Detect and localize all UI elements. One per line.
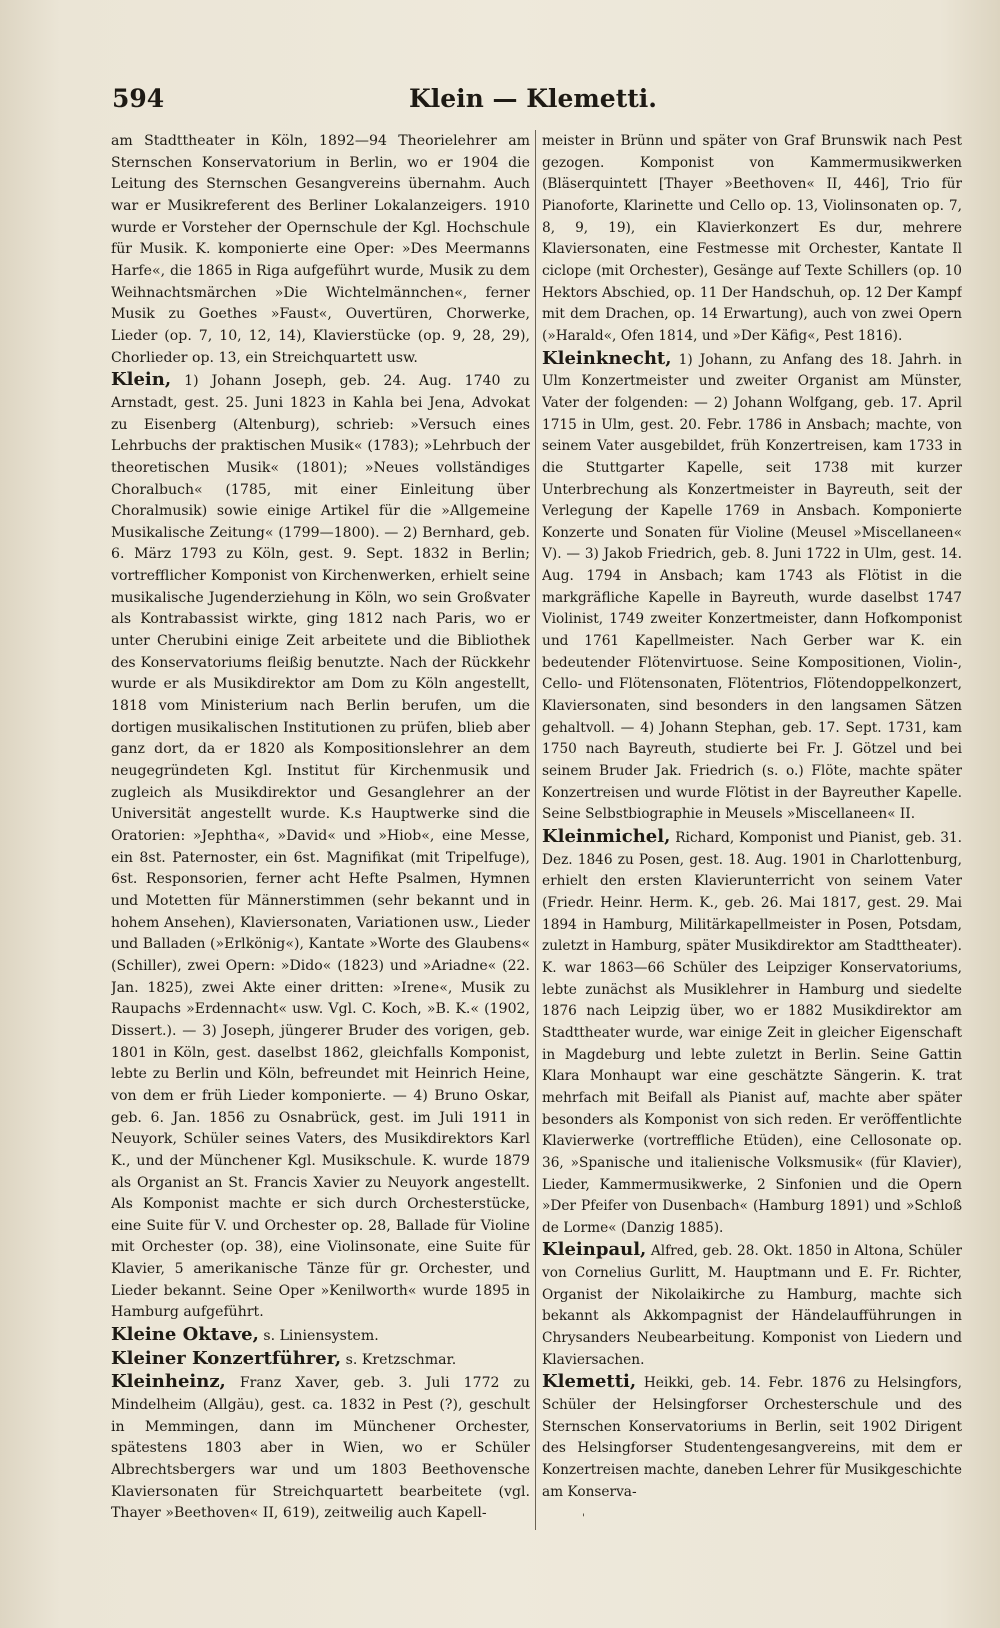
page-header [112,84,954,120]
dictionary-entry [542,826,962,1239]
right-column [542,131,962,1533]
dictionary-entry [111,1371,530,1525]
entry-text: s. Liniensystem. [263,1328,379,1345]
entry-text: 1) Johann, zu Anfang des 18. Jahrh. in Ulm Konzertmeister und zweiter Organist am Münster, Vater der folgenden: — 2) Johann Wolfgang, geb. 17. April 1715 in Ulm, gest. 20. Febr. 1786 in Ansbach; machte, von seinem Vater ausgebildet, früh Konzertreisen, kam 1733 in die Stuttgarter Kapelle, seit 1738 mit kurzer Unterbrechung als Konzertmeister in Bayreuth, seit der Verlegung der Kapelle 1769 in Ansbach. Komponierte Konzerte und Sonaten für Violine (Meusel »Miscellaneen« V). — 3) Jakob Friedrich, geb. 8. Juni 1722 in Ulm, gest. 14. Aug. 1794 in Ansbach; kam 1743 als Flötist in die markgräfliche Kapelle in Bayreuth, wurde daselbst 1747 Violinist, 1749 zweiter Konzertmeister, dann Hofkomponist und 1761 Kapellmeister. Nach Gerber war K. ein bedeutender Flötenvirtuose. Seine Kompositionen, Violin-, Cello- und Flötensonaten, Flötentrios, Flötendoppelkonzert, Klaviersonaten, sind besonders in den langsamen Sätzen gehaltvoll. — 4) Johann Stephan, geb. 17. Sept. 1731, kam 1750 nach Bayreuth, studierte bei Fr. J. Götzel und bei seinem Bruder Jak. Friedrich (s. o.) Flöte, machte später Konzertreisen und wurde Flötist in der Bayreuther Kapelle. Seine Selbstbiographie in Meusels »Miscellaneen« II. [542,351,962,823]
entry-headword: Kleinmichel, [542,826,671,847]
running-head: Klein — Klemetti. [409,84,657,113]
dictionary-entry [542,348,962,826]
page-number: 594 [112,84,165,113]
entry-text: Alfred, geb. 28. Okt. 1850 in Altona, Schüler von Cornelius Gurlitt, M. Hauptmann und E. Fr. Richter, Organist der Nikolaikirche zu Hamburg, machte sich bekannt als Akkompagnist der Händelaufführungen in Chrysanders Neubearbeitung. Komponist von Liedern und Klaviersachen. [542,1243,962,1368]
dictionary-entry [111,1348,530,1372]
entry-text: meister in Brünn und später von Graf Brunswik nach Pest gezogen. Komponist von Kammermusikwerken (Bläserquintett [Thayer »Beethoven« II, 446], Trio für Pianoforte, Klarinette und Cello op. 13, Violinsonaten op. 7, 8, 9, 19), ein Klavierkonzert Es dur, mehrere Klaviersonaten, eine Festmesse mit Orchester, Kantate Il ciclope (mit Orchester), Gesänge auf Texte Schillers (op. 10 Hektors Abschied, op. 11 Der Handschuh, op. 12 Der Kampf mit dem Drachen, op. 14 Erwartung), auch von zwei Opern (»Harald«, Ofen 1814, und »Der Käfig«, Pest 1816). [542,133,962,344]
entry-text: Richard, Komponist und Pianist, geb. 31. Dez. 1846 zu Posen, gest. 18. Aug. 1901 in Charlottenburg, erhielt den ersten Klavierunterricht von seinem Vater (Friedr. Heinr. Herm. K., geb. 26. Mai 1817, gest. 29. Mai 1894 in Hamburg, Militärkapellmeister in Posen, Potsdam, zuletzt in Hamburg, später Musikdirektor am Stadttheater). K. war 1863—66 Schüler des Leipziger Konservatoriums, lebte zunächst als Musiklehrer in Hamburg und siedelte 1876 nach Leipzig über, wo er 1882 Musikdirektor am Stadttheater wurde, war einige Zeit in gleicher Eigenschaft in Magdeburg und lebte zuletzt in Berlin. Seine Gattin Klara Monhaupt war eine geschätzte Sängerin. K. trat mehrfach mit Beifall als Pianist auf, machte aber später besonders als Komponist von sich reden. Er veröffentlichte Klavierwerke (vortreffliche Etüden), eine Cellosonate op. 36, »Spanische und italienische Volksmusik« (für Klavier), Lieder, Kammermusikwerke, 2 Sinfonien und die Opern »Der Pfeifer von Dusenbach« (Hamburg 1891) und »Schloß de Lorme« (Danzig 1885). [542,830,962,1236]
dictionary-entry [542,131,962,348]
entry-text: Franz Xaver, geb. 3. Juli 1772 zu Mindelheim (Allgäu), gest. ca. 1832 in Pest (?), geschult in Memmingen, dann im Münchener Orchester, spätestens 1803 aber in Wien, wo er Schüler Albrechtsbergers war und um 1803 Beethovensche Klaviersonaten für Streichquartett bearbeitete (vgl. Thayer »Beethoven« II, 619), zeitweilig auch Kapell- [111,1375,530,1522]
footer-mark: ' [582,1513,585,1524]
dictionary-entry [111,131,530,369]
entry-text: s. Kretzschmar. [345,1351,457,1368]
entry-text: am Stadttheater in Köln, 1892—94 Theorielehrer am Sternschen Konservatorium in Berlin, wo er 1904 die Leitung des Sternschen Gesangvereins übernahm. Auch war er Musikreferent des Berliner Lokalanzeigers. 1910 wurde er Vorsteher der Opernschule der Kgl. Hochschule für Musik. K. komponierte eine Oper: »Des Meermanns Harfe«, die 1865 in Riga aufgeführt wurde, Musik zu dem Weihnachtsmärchen »Die Wichtelmännchen«, ferner Musik zu Goethes »Faust«, Ouvertüren, Chorwerke, Lieder (op. 7, 10, 12, 14), Klavierstücke (op. 9, 28, 29), Chorlieder op. 13, ein Streichquartett usw. [111,133,530,366]
dictionary-entry [111,369,530,1324]
entry-text: Heikki, geb. 14. Febr. 1876 zu Helsingfors, Schüler der Helsingforser Orchesterschule und des Sternschen Konservatoriums in Berlin, seit 1902 Dirigent des Helsingforser Studentengesangvereins, mit dem er Konzertreisen machte, daneben Lehrer für Musikgeschichte am Konserva- [542,1375,962,1500]
entry-headword: Kleiner Konzertführer, [111,1347,342,1369]
entry-headword: Kleinknecht, [542,347,672,369]
entry-headword: Kleine Oktave, [111,1324,259,1346]
dictionary-entry [542,1239,962,1371]
entry-headword: Kleinpaul, [542,1239,647,1261]
entry-text: 1) Johann Joseph, geb. 24. Aug. 1740 zu Arnstadt, gest. 25. Juni 1823 in Kahla bei Jena, Advokat zu Eisenberg (Altenburg), schrieb: »Versuch eines Lehrbuchs der praktischen Musik« (1783); »Lehrbuch der theoretischen Musik« (1801); »Neues vollständiges Choralbuch« (1785, mit einer Einleitung über Choralmusik) sowie einige Artikel für die »Allgemeine Musikalische Zeitung« (1799—1800). — 2) Bernhard, geb. 6. März 1793 zu Köln, gest. 9. Sept. 1832 in Berlin; vortrefflicher Komponist von Kirchenwerken, erhielt seine musikalische Jugenderziehung in Köln, wo sein Großvater als Kontrabassist wirkte, ging 1812 nach Paris, wo er unter Cherubini einige Zeit arbeitete und die Bibliothek des Konservatoriums fleißig benutzte. Nach der Rückkehr wurde er als Musikdirektor am Dom zu Köln angestellt, 1818 vom Ministerium nach Berlin berufen, um die dortigen musikalischen Institutionen zu prüfen, blieb aber ganz dort, da er 1820 als Kompositionslehrer an dem neugegründeten Kgl. Institut für Kirchenmusik und zugleich als Musikdirektor und Gesanglehrer an der Universität angestellt wurde. K.s Hauptwerke sind die Oratorien: »Jephtha«, »David« und »Hiob«, eine Messe, ein 8st. Paternoster, ein 6st. Magnifikat (mit Tripelfuge), 6st. Responsorien, ferner acht Hefte Psalmen, Hymnen und Motetten für Männerstimmen (sehr bekannt und in hohem Ansehen), Klaviersonaten, Variationen usw., Lieder und Balladen (»Erlkönig«), Kantate »Worte des Glaubens« (Schiller), zwei Opern: »Dido« (1823) und »Ariadne« (22. Jan. 1825), zwei Akte einer dritten: »Irene«, Musik zu Raupachs »Erdennacht« usw. Vgl. C. Koch, »B. K.« (1902, Dissert.). — 3) Joseph, jüngerer Bruder des vorigen, geb. 1801 in Köln, gest. daselbst 1862, gleichfalls Komponist, lebte zu Berlin und Köln, befreundet mit Heinrich Heine, von dem er früh Lieder komponierte. — 4) Bruno Oskar, geb. 6. Jan. 1856 zu Osnabrück, gest. im Juli 1911 in Neuyork, Schüler seines Vaters, des Musikdirektors Karl K., und der Münchener Kgl. Musikschule. K. wurde 1879 als Organist an St. Francis Xavier zu Neuyork angestellt. Als Komponist machte er sich durch Orchesterstücke, eine Suite für V. und Orchester op. 28, Ballade für Violine mit Orchester (op. 38), eine Violinsonate, eine Suite für Klavier, 5 amerikanische Tänze für gr. Orchester, und Lieder bekannt. Seine Oper »Kenilworth« wurde 1895 in Hamburg aufgeführt. [111,373,530,1321]
dictionary-entry [542,1371,962,1503]
entry-headword: Kleinheinz, [111,1371,226,1393]
entry-headword: Klemetti, [542,1371,637,1393]
entry-headword: Klein, [111,369,172,391]
column-divider [535,130,536,1530]
left-column [111,131,530,1533]
dictionary-entry [111,1324,530,1348]
